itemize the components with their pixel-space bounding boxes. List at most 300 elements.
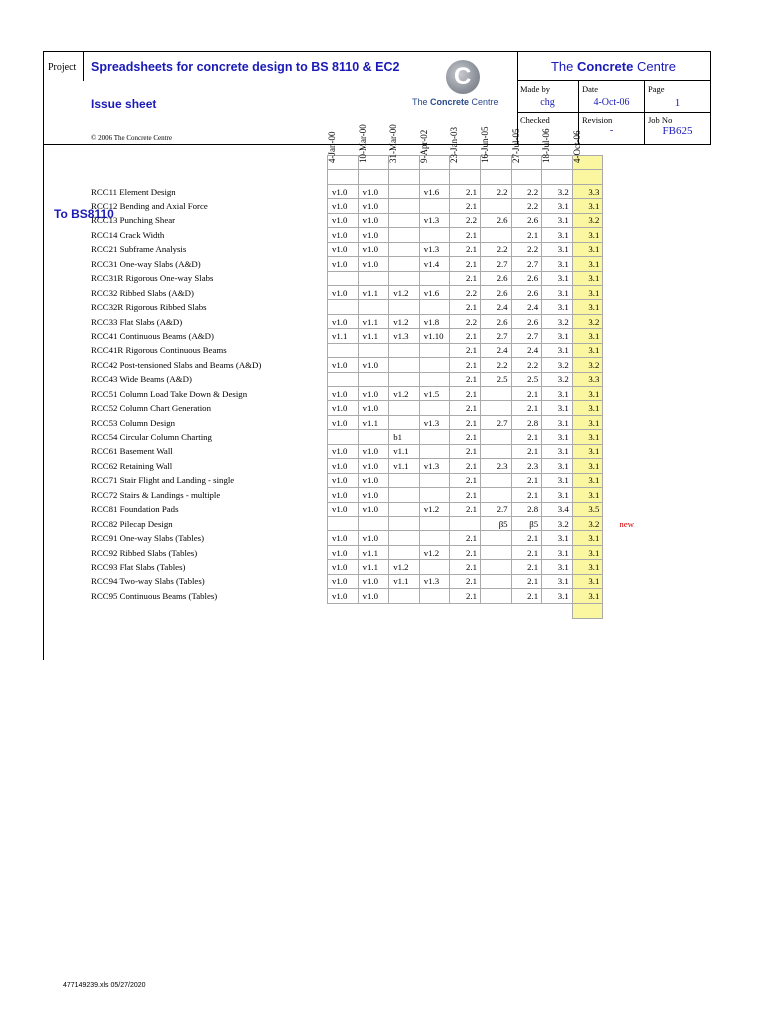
version-cell: 3.1 [542, 560, 573, 574]
version-cell [480, 589, 511, 603]
table-row [88, 415, 634, 429]
version-cell: 2.7 [480, 257, 511, 271]
version-cell: 2.1 [450, 459, 481, 473]
version-cell: 3.1 [542, 242, 573, 256]
version-cell: 2.1 [450, 415, 481, 429]
spacer-cell [358, 170, 389, 184]
version-cell: 3.1 [572, 300, 603, 314]
version-cell: v1.0 [328, 574, 359, 588]
version-cell [480, 574, 511, 588]
version-cell: 2.7 [480, 329, 511, 343]
version-cell: 2.1 [450, 574, 481, 588]
version-cell: v1.0 [328, 314, 359, 328]
table-row [88, 199, 634, 213]
version-cell: v1.0 [328, 589, 359, 603]
spreadsheet-name: RCC62 Retaining Wall [91, 460, 173, 471]
version-cell: 3.1 [542, 228, 573, 242]
table-row [88, 516, 634, 530]
version-cell: v1.0 [358, 358, 389, 372]
version-cell: 2.3 [480, 459, 511, 473]
version-cell: v1.0 [328, 502, 359, 516]
note-cell [603, 329, 634, 343]
table-row [88, 387, 634, 401]
version-cell [419, 271, 450, 285]
spacer-cell [542, 603, 573, 618]
spreadsheet-name: RCC31 One-way Slabs (A&D) [91, 258, 201, 269]
version-cell: v1.0 [328, 199, 359, 213]
info-row-1 [517, 81, 710, 113]
spacer-cell [542, 170, 573, 184]
version-cell: v1.3 [389, 329, 420, 343]
brand-name [517, 52, 710, 81]
version-cell: 3.1 [572, 257, 603, 271]
version-cell [358, 372, 389, 386]
version-cell [328, 516, 359, 530]
version-cell: v1.2 [389, 560, 420, 574]
version-cell: 3.1 [572, 574, 603, 588]
date-header-label: 31-Mar-00 [388, 124, 399, 164]
version-cell: v1.0 [328, 473, 359, 487]
note-cell [603, 213, 634, 227]
checked-label: Checked [520, 115, 550, 125]
version-cell: v1.0 [358, 242, 389, 256]
note-cell [603, 444, 634, 458]
version-cell [419, 488, 450, 502]
spreadsheet-name: RCC43 Wide Beams (A&D) [91, 374, 192, 385]
version-cell: 3.1 [572, 415, 603, 429]
version-cell: 2.1 [450, 502, 481, 516]
table-row [88, 242, 634, 256]
spreadsheet-name: RCC94 Two-way Slabs (Tables) [91, 576, 205, 587]
job-no-value: FB625 [662, 125, 693, 137]
version-cell: 3.1 [572, 343, 603, 357]
version-cell: 3.1 [572, 459, 603, 473]
version-cell [480, 199, 511, 213]
version-cell: 2.1 [450, 473, 481, 487]
brand-post: Centre [633, 59, 676, 74]
logo-text [412, 97, 522, 107]
version-cell: v1.0 [358, 459, 389, 473]
version-cell: v1.0 [358, 502, 389, 516]
table-row [88, 314, 634, 328]
version-cell: 3.2 [542, 516, 573, 530]
version-cell: 3.2 [572, 516, 603, 530]
version-cell: v1.3 [419, 213, 450, 227]
spacer-cell [328, 170, 359, 184]
spacer-cell [480, 603, 511, 618]
note-cell [603, 401, 634, 415]
version-cell [389, 257, 420, 271]
version-cell: 3.2 [572, 213, 603, 227]
version-cell [419, 531, 450, 545]
version-cell: 3.1 [542, 473, 573, 487]
header-box [43, 51, 711, 145]
version-cell: v1.0 [328, 213, 359, 227]
sheet-title: Spreadsheets for concrete design to BS 8110 & EC2 [91, 60, 400, 74]
version-cell [358, 343, 389, 357]
version-cell [389, 184, 420, 198]
spacer-cell [389, 603, 420, 618]
version-cell: 2.2 [450, 285, 481, 299]
version-cell: v1.6 [419, 285, 450, 299]
date-header [449, 127, 481, 170]
spacer-cell [572, 603, 603, 618]
version-cell [358, 300, 389, 314]
version-cell: 3.1 [572, 329, 603, 343]
note-cell [603, 372, 634, 386]
spreadsheet-name: RCC33 Flat Slabs (A&D) [91, 316, 183, 327]
version-cell: 3.1 [542, 459, 573, 473]
version-cell: v1.4 [419, 257, 450, 271]
version-cell: v1.1 [358, 314, 389, 328]
brand-pre: The [550, 59, 577, 74]
version-cell: 2.7 [480, 415, 511, 429]
date-header-label: 16-Jun-05 [479, 126, 490, 164]
version-cell: 3.1 [572, 473, 603, 487]
version-cell [419, 401, 450, 415]
version-cell [358, 271, 389, 285]
version-cell: v1.1 [328, 329, 359, 343]
version-cell: 3.1 [542, 574, 573, 588]
version-cell: 3.1 [572, 488, 603, 502]
version-cell: 2.1 [511, 430, 542, 444]
table-row [88, 184, 634, 198]
version-cell: v1.0 [358, 444, 389, 458]
divider [83, 52, 84, 81]
footer-file-info: 477149239.xls 05/27/2020 [63, 982, 146, 989]
version-cell: 2.1 [450, 387, 481, 401]
spacer-cell [419, 170, 450, 184]
version-cell: 2.1 [450, 488, 481, 502]
spreadsheet-name: RCC72 Stairs & Landings - multiple [91, 489, 221, 500]
version-cell [389, 401, 420, 415]
version-cell: v1.6 [419, 184, 450, 198]
spacer-cell [419, 603, 450, 618]
version-cell [358, 516, 389, 530]
version-cell: v1.1 [358, 545, 389, 559]
project-label: Project [48, 62, 77, 73]
version-cell: 2.1 [511, 531, 542, 545]
version-cell: 2.1 [450, 329, 481, 343]
version-cell: 2.6 [480, 314, 511, 328]
date-header-label: 23-Jan-03 [449, 127, 460, 164]
spacer-cell [88, 603, 328, 618]
note-cell [603, 257, 634, 271]
version-cell: 2.1 [511, 387, 542, 401]
version-cell: v1.10 [419, 329, 450, 343]
version-cell: v1.1 [358, 415, 389, 429]
table-row [88, 473, 634, 487]
version-cell: v1.0 [358, 199, 389, 213]
note-cell [603, 560, 634, 574]
spreadsheet-name: RCC14 Crack Width [91, 229, 165, 240]
table-row [88, 488, 634, 502]
version-cell: 3.1 [572, 242, 603, 256]
spacer-cell [511, 170, 542, 184]
version-cell [389, 589, 420, 603]
spacer-cell [511, 603, 542, 618]
version-cell: 2.5 [480, 372, 511, 386]
version-cell: 2.4 [480, 343, 511, 357]
version-cell: 3.1 [542, 589, 573, 603]
spacer-cell [358, 603, 389, 618]
spreadsheet-name: RCC31R Rigorous One-way Slabs [91, 273, 214, 284]
spacer-cell [389, 170, 420, 184]
version-cell: v1.0 [358, 473, 389, 487]
spreadsheet-name: RCC93 Flat Slabs (Tables) [91, 561, 186, 572]
spreadsheet-name: RCC71 Stair Flight and Landing - single [91, 475, 235, 486]
version-cell [480, 531, 511, 545]
spreadsheet-name: RCC11 Element Design [91, 186, 176, 197]
version-cell: 2.1 [450, 589, 481, 603]
version-cell: β5 [480, 516, 511, 530]
concrete-centre-logo [412, 60, 516, 114]
date-header-label: 9-Apr-02 [418, 130, 429, 164]
version-cell: 2.4 [511, 300, 542, 314]
version-cell: 2.7 [511, 257, 542, 271]
date-header [418, 130, 450, 170]
version-cell: v1.2 [419, 502, 450, 516]
table-row [88, 358, 634, 372]
date-header-label: 18-Jul-06 [541, 128, 552, 164]
version-cell [419, 358, 450, 372]
version-cell: 2.1 [450, 271, 481, 285]
version-cell: 2.1 [450, 343, 481, 357]
spreadsheet-name: RCC32R Rigorous Ribbed Slabs [91, 302, 207, 313]
version-cell: v1.0 [328, 545, 359, 559]
note-cell [603, 459, 634, 473]
version-cell: 3.1 [572, 199, 603, 213]
version-cell: 2.1 [450, 545, 481, 559]
spreadsheet-name: RCC42 Post-tensioned Slabs and Beams (A&D) [91, 359, 262, 370]
date-value: 4-Oct-06 [593, 97, 630, 108]
version-cell: 2.1 [450, 430, 481, 444]
version-cell [480, 560, 511, 574]
made-by-cell [517, 81, 579, 112]
header-spacer [88, 156, 328, 170]
note-cell [603, 430, 634, 444]
version-cell: 2.1 [450, 560, 481, 574]
table-row [88, 430, 634, 444]
version-cell [389, 516, 420, 530]
version-cell: 2.1 [450, 401, 481, 415]
job-no-cell [645, 112, 710, 145]
note-cell [603, 545, 634, 559]
version-cell [419, 516, 450, 530]
table-row [88, 372, 634, 386]
version-cell: 2.2 [511, 184, 542, 198]
version-cell: β5 [511, 516, 542, 530]
spreadsheet-name: RCC61 Basement Wall [91, 446, 173, 457]
note-cell [603, 228, 634, 242]
version-cell [328, 430, 359, 444]
version-cell: 3.4 [542, 502, 573, 516]
version-cell: v1.2 [389, 314, 420, 328]
table-row [88, 589, 634, 603]
date-header-label: 4-Jan-00 [327, 131, 337, 164]
note-cell [603, 473, 634, 487]
version-cell [389, 213, 420, 227]
version-cell: 3.1 [572, 387, 603, 401]
version-cell [419, 228, 450, 242]
spreadsheet-name: RCC53 Column Design [91, 417, 176, 428]
version-cell: 3.1 [572, 531, 603, 545]
page-cell [645, 81, 710, 112]
version-cell: 3.1 [542, 213, 573, 227]
logo-text-post: Centre [469, 97, 499, 107]
version-cell: v1.0 [328, 444, 359, 458]
spreadsheet-name: RCC32 Ribbed Slabs (A&D) [91, 287, 194, 298]
version-cell: v1.0 [328, 415, 359, 429]
version-cell: v1.0 [328, 560, 359, 574]
version-cell: v1.2 [389, 387, 420, 401]
note-cell [603, 242, 634, 256]
table-row [88, 459, 634, 473]
version-cell: 2.6 [511, 271, 542, 285]
version-cell [328, 372, 359, 386]
version-cell: 2.4 [511, 343, 542, 357]
version-cell [450, 516, 481, 530]
version-cell [389, 358, 420, 372]
table-row [88, 343, 634, 357]
table-row [88, 545, 634, 559]
version-cell [419, 473, 450, 487]
version-cell: v1.3 [419, 459, 450, 473]
version-cell: 3.1 [572, 430, 603, 444]
note-cell [603, 300, 634, 314]
version-cell: 2.6 [511, 285, 542, 299]
revision-value: - [609, 125, 614, 136]
version-cell: 3.1 [542, 488, 573, 502]
table-row [88, 502, 634, 516]
version-cell: v1.1 [358, 560, 389, 574]
note-cell [603, 184, 634, 198]
version-cell: 3.2 [572, 314, 603, 328]
version-cell: v1.0 [328, 401, 359, 415]
note-cell: new [619, 518, 634, 529]
version-cell: v1.0 [328, 358, 359, 372]
version-cell: v1.0 [328, 531, 359, 545]
version-cell: 3.1 [542, 444, 573, 458]
version-cell: 3.2 [572, 358, 603, 372]
version-cell: v1.0 [358, 589, 389, 603]
date-header [327, 131, 359, 170]
spreadsheet-name: RCC51 Column Load Take Down & Design [91, 388, 248, 399]
spreadsheet-name: RCC81 Foundation Pads [91, 504, 179, 515]
note-cell [603, 488, 634, 502]
version-cell: 3.1 [542, 329, 573, 343]
version-cell [389, 531, 420, 545]
page-value: 1 [674, 97, 681, 109]
spreadsheet-name: RCC41 Continuous Beams (A&D) [91, 330, 214, 341]
version-cell: 3.1 [542, 257, 573, 271]
version-cell: v1.0 [328, 228, 359, 242]
table-row [88, 300, 634, 314]
version-cell: 2.1 [511, 560, 542, 574]
note-cell [603, 574, 634, 588]
version-cell: 2.1 [511, 444, 542, 458]
note-cell [603, 358, 634, 372]
note-cell [603, 343, 634, 357]
sheet-subtitle: Issue sheet [91, 97, 157, 111]
version-cell: v1.1 [358, 285, 389, 299]
version-cell: 3.1 [572, 444, 603, 458]
version-cell: v1.0 [358, 574, 389, 588]
spreadsheet-name: RCC21 Subframe Analysis [91, 244, 187, 255]
version-cell: v1.0 [328, 387, 359, 401]
version-cell [389, 488, 420, 502]
version-cell: 2.1 [511, 545, 542, 559]
version-cell: v1.0 [328, 242, 359, 256]
date-header [357, 124, 389, 170]
section-title: To BS8110 [54, 207, 114, 221]
version-cell: 2.6 [511, 213, 542, 227]
version-cell: v1.0 [358, 488, 389, 502]
version-cell: 3.1 [572, 545, 603, 559]
version-cell: 3.1 [572, 560, 603, 574]
version-cell: v1.0 [358, 257, 389, 271]
version-cell [389, 502, 420, 516]
version-cell: 3.1 [572, 401, 603, 415]
date-header [510, 128, 542, 170]
version-cell: v1.1 [389, 459, 420, 473]
spreadsheet-name: RCC13 Punching Shear [91, 215, 176, 226]
version-cell: 2.2 [450, 314, 481, 328]
version-cell: v1.0 [358, 387, 389, 401]
version-cell: 3.1 [542, 271, 573, 285]
table-row [88, 213, 634, 227]
issue-sheet [43, 51, 711, 660]
note-cell [603, 314, 634, 328]
version-cell: 3.1 [542, 285, 573, 299]
version-cell: v1.1 [358, 329, 389, 343]
version-cell [419, 430, 450, 444]
version-cell: 2.8 [511, 502, 542, 516]
version-cell: v1.0 [328, 459, 359, 473]
left-border [43, 145, 44, 660]
spreadsheet-name: RCC91 One-way Slabs (Tables) [91, 533, 204, 544]
note-cell [603, 415, 634, 429]
version-cell: 2.5 [511, 372, 542, 386]
version-cell: 3.5 [572, 502, 603, 516]
version-cell [389, 545, 420, 559]
version-cell [389, 372, 420, 386]
version-cell: 3.2 [542, 358, 573, 372]
version-cell: v1.3 [419, 415, 450, 429]
version-cell: 2.1 [511, 401, 542, 415]
version-cell: 2.1 [450, 372, 481, 386]
version-cell [480, 387, 511, 401]
version-cell: 2.2 [480, 184, 511, 198]
version-cell: v1.0 [328, 285, 359, 299]
version-cell: 2.3 [511, 459, 542, 473]
version-cell: 2.1 [450, 228, 481, 242]
job-no-label: Job No [648, 115, 673, 125]
version-cell: 3.1 [572, 285, 603, 299]
table-row [88, 257, 634, 271]
version-cell [419, 589, 450, 603]
version-cell: v1.2 [419, 545, 450, 559]
revision-label: Revision [582, 115, 613, 125]
version-cell [419, 560, 450, 574]
version-cell: 2.1 [450, 242, 481, 256]
version-cell: 2.1 [450, 358, 481, 372]
made-by-label: Made by [520, 84, 550, 94]
made-by-value: chg [540, 97, 555, 108]
date-header-row [88, 156, 634, 170]
header-left [44, 52, 518, 145]
note-cell [603, 285, 634, 299]
